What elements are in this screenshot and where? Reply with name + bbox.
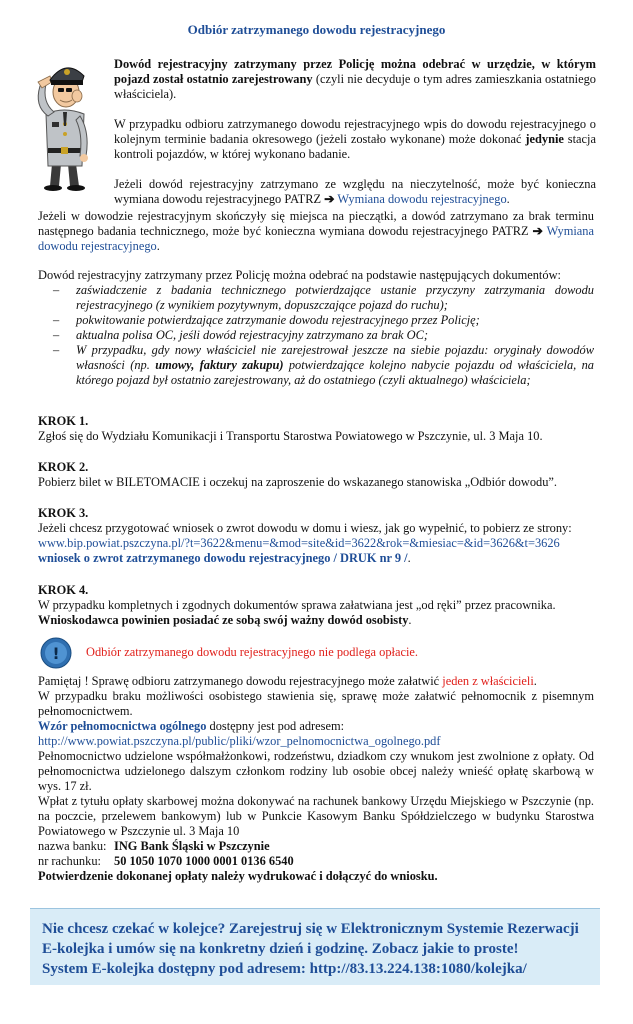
step-3-label: KROK 3. (38, 506, 89, 520)
remember-text: Pamiętaj ! Sprawę odbioru zatrzymanego dowodu rejestracyjnego może załatwić (38, 674, 443, 688)
remember-paragraph (38, 674, 594, 689)
list-item-bold: umowy, faktury zakupu) (155, 358, 284, 372)
dash-bullet: – (53, 283, 60, 297)
step-3 (38, 506, 594, 566)
arrow-right-icon: ➔ (324, 192, 335, 206)
dash-bullet: – (53, 328, 60, 342)
documents-section (38, 268, 594, 388)
intro-p2-bold: jedynie (525, 132, 564, 146)
page-title: Odbiór zatrzymanego dowodu rejestracyjnego (187, 22, 446, 37)
list-item-text: pokwitowanie potwierdzające zatrzymanie dowodu rejestracyjnego przez Policję; (76, 313, 480, 327)
info-exclamation-icon (40, 637, 72, 669)
intro-p3-text: Jeżeli dowód rejestracyjny zatrzymano ze względu na nieczytelność, może być konieczna wymiana dowodu rejestracyjnego PATRZ (114, 177, 596, 206)
intro-p3-end: . (506, 192, 510, 206)
documents-list (38, 283, 594, 388)
list-item (38, 283, 594, 313)
free-of-charge-notice: Odbiór zatrzymanego dowodu rejestracyjnego nie podlega opłacie. (86, 645, 419, 659)
replacement-link-2[interactable]: Wymiana dowodu rejestracyjnego (38, 224, 594, 253)
stamps-paragraph (38, 209, 594, 254)
list-item-text: zaświadczenie z badania technicznego potwierdzające ustanie przyczyny zatrzymania dowodu rejestracyjnego (z wynikiem pozytywnym, dopuszczające pojazd do ruchu); (76, 283, 594, 312)
documents-lead: Dowód rejestracyjny zatrzymany przez Policję można odebrać na podstawie następujących dokumentów: (38, 268, 561, 282)
template-paragraph (38, 719, 594, 734)
e-queue-banner-text (42, 919, 594, 979)
dash-bullet: – (53, 343, 60, 357)
fee-paragraph: Pełnomocnictwo udzielone współmałżonkowi, rodzeństwu, dziadkom czy wnukom jest zwolnione z opłaty. Od pełnomocnictwa udzielonego dalszym członkom rodziny lub osobie obcej należy wnieść opłatę skarbową w wys. 17 zł. (38, 749, 594, 793)
intro-paragraph-1 (114, 57, 596, 102)
bip-url-link[interactable]: www.bip.powiat.pszczyna.pl/?t=3622&menu=&mod=site&id=3622&rok=&miesiac=&id=3626&t=3626 (38, 536, 560, 550)
replacement-link[interactable]: Wymiana dowodu rejestracyjnego (337, 192, 507, 206)
payment-paragraph: Wpłat z tytułu opłaty skarbowej można dokonywać na rachunek bankowy Urzędu Miejskiego w Pszczynie (np. na poczcie, przelewem bankowym) lub w Punkcie Kasowym Banku Spółdzielczego w budynku Starostwa Powiatowego w Pszczynie ul. 3 Maja 10 (38, 794, 594, 838)
saluting-policeman-illustration (28, 52, 102, 192)
step-4-bold: Wnioskodawca powinien posiadać ze sobą swój ważny dowód osobisty (38, 613, 409, 627)
payment-confirmation-note: Potwierdzenie dokonanej opłaty należy wydrukować i dołączyć do wniosku. (38, 869, 438, 883)
bank-name-row (38, 839, 594, 854)
step-2 (38, 460, 594, 490)
proxy-paragraph: W przypadku braku możliwości osobistego stawienia się, sprawę może załatwić pełnomocnik z pisemnym pełnomocnictwem. (38, 689, 594, 718)
intro-p1-bold: Dowód rejestracyjny zatrzymany przez Policję można odebrać w urzędzie, w którym pojazd został ostatnio zarejestrowany (114, 57, 596, 86)
form-link-end: . (407, 551, 411, 565)
intro-p2-text: W przypadku odbioru zatrzymanego dowodu rejestracyjnego wpis do dowodu rejestracyjnego o kolejnym terminie badania okresowego (jeżeli zostało wykonane) może dokonać (114, 117, 596, 146)
list-item-text-end: potwierdzające kolejno nabycie pojazdu od właściciela, na którego pojazd był ostatnio zarejestrowany, aż do ostatniego (czyli aktualnego) właściciela; (76, 358, 594, 387)
remember-end: . (533, 674, 537, 688)
bank-name-value: ING Bank Śląski w Pszczynie (114, 839, 270, 853)
proxy-template-url[interactable]: http://www.powiat.pszczyna.pl/public/pliki/wzor_pelnomocnictwa_ogolnego.pdf (38, 734, 441, 748)
intro-section (114, 57, 596, 207)
stamps-end: . (156, 239, 160, 253)
step-1 (38, 414, 594, 444)
list-item (38, 343, 594, 388)
list-item (38, 328, 594, 343)
account-number-label: nr rachunku: (38, 854, 101, 868)
step-4-note (38, 613, 594, 628)
template-text: dostępny jest pod adresem: (206, 719, 345, 733)
step-4-end: . (408, 613, 412, 627)
account-number-row (38, 854, 594, 869)
stamps-text: Jeżeli w dowodzie rejestracyjnym skończyły się miejsca na pieczątki, a dowód zatrzymano za brak terminu następnego badania technicznego, może być konieczna wymiana dowodu rejestracyjnego PATRZ (38, 209, 594, 238)
account-number-value: 50 1050 1070 1000 0001 0136 6540 (114, 854, 294, 868)
step-2-label: KROK 2. (38, 460, 89, 474)
step-1-label: KROK 1. (38, 414, 89, 428)
list-item-text: W przypadku, gdy nowy właściciel nie zarejestrował jeszcze na siebie pojazdu: oryginały dowodów własności (np. (76, 343, 594, 372)
banner-line-2: E-kolejka i umów się na konkretny dzień i godzinę. Zobacz jakie to proste! (42, 941, 519, 957)
step-4-label: KROK 4. (38, 583, 89, 597)
banner-line-3[interactable]: System E-kolejka dostępny pod adresem: http://83.13.224.138:1080/kolejka/ (42, 961, 527, 977)
intro-paragraph-3 (114, 177, 596, 207)
intro-p1-rest: (czyli nie decyduje o tym adres zamieszkania ostatniego właściciela). (114, 72, 596, 101)
list-item-text: aktualna polisa OC, jeśli dowód rejestracyjny zatrzymano za brak OC; (76, 328, 428, 342)
step-3-text: Jeżeli chcesz przygotować wniosek o zwrot dowodu w domu i wiesz, jak go wypełnić, to pobierz ze strony: (38, 521, 572, 535)
form-download-link[interactable] (38, 551, 594, 566)
list-item (38, 313, 594, 328)
intro-p2-text-end: stacja kontroli pojazdów, w której wykonano badanie. (114, 132, 596, 161)
dash-bullet: – (53, 313, 60, 327)
step-1-text: Zgłoś się do Wydziału Komunikacji i Transportu Starostwa Powiatowego w Pszczynie, ul. 3 Maja 10. (38, 429, 543, 443)
bank-name-label: nazwa banku: (38, 839, 107, 853)
step-4 (38, 583, 594, 628)
form-link-text[interactable]: wniosek o zwrot zatrzymanego dowodu rejestracyjnego / DRUK nr 9 / (38, 551, 408, 565)
notice-icon-glyph: ! (52, 644, 60, 663)
arrow-right-icon: ➔ (532, 224, 543, 238)
intro-paragraph-2 (114, 117, 596, 162)
banner-line-1: Nie chcesz czekać w kolejce? Zarejestruj się w Elektronicznym Systemie Rezerwacji (42, 921, 579, 937)
proxy-template-link[interactable]: Wzór pełnomocnictwa ogólnego (38, 719, 207, 733)
one-owner-highlight: jeden z właścicieli (442, 674, 534, 688)
step-2-text: Pobierz bilet w BILETOMACIE i oczekuj na zaproszenie do wskazanego stanowiska „Odbiór dowodu”. (38, 475, 558, 489)
step-4-text: W przypadku kompletnych i zgodnych dokumentów sprawa załatwiana jest „od ręki” przez pracownika. (38, 598, 556, 612)
e-queue-banner (30, 908, 600, 985)
remember-section (38, 674, 594, 884)
